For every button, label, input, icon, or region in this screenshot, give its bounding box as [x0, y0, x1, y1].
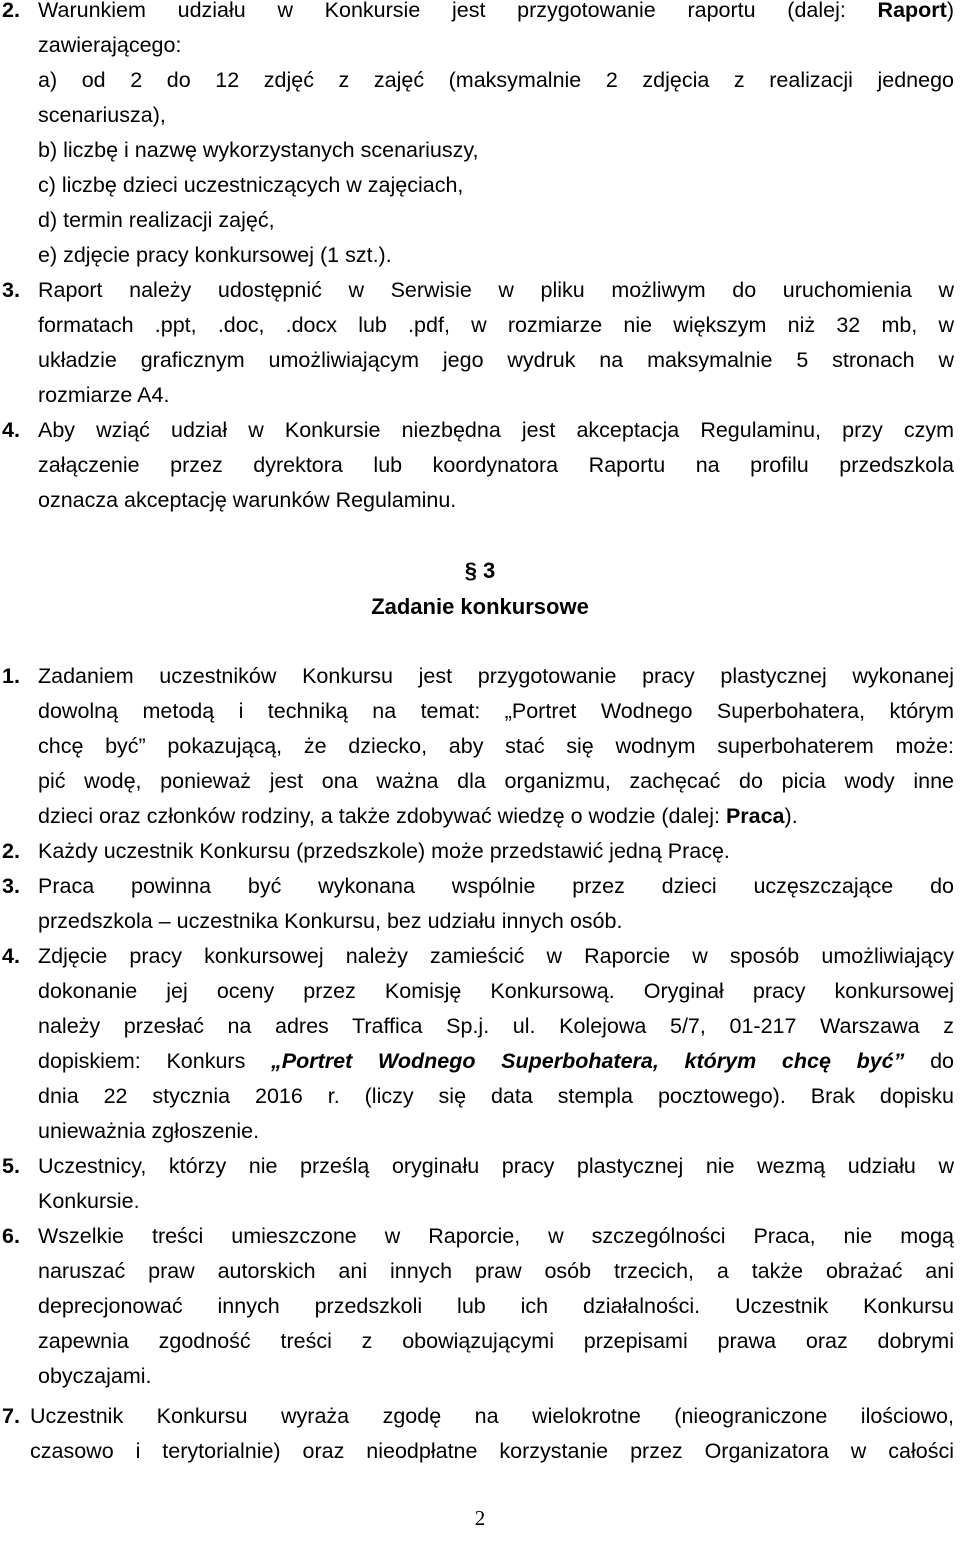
text-line: c) liczbę dzieci uczestniczących w zajęciach, — [38, 173, 464, 197]
text-line: pić wodę, ponieważ jest ona ważna dla organizmu, zachęcać do picia wody inne — [38, 769, 954, 793]
item-number: 7. — [2, 1404, 20, 1428]
item-number: 6. — [2, 1224, 20, 1248]
item-number: 3. — [2, 278, 20, 302]
text-line: dopiskiem: Konkurs „Portret Wodnego Superbohatera, którym chcę być” do — [38, 1049, 955, 1073]
text-line: b) liczbę i nazwę wykorzystanych scenariuszy, — [38, 138, 479, 162]
text-line: obyczajami. — [38, 1364, 152, 1388]
text-line: dzieci oraz członków rodziny, a także zdobywać wiedzę o wodzie (dalej: Praca). — [38, 804, 798, 828]
text-line: zawierającego: — [38, 33, 182, 57]
item-number: 2. — [2, 0, 20, 22]
text-line: a) od 2 do 12 zdjęć z zajęć (maksymalnie 2 zdjęcia z realizacji jednego — [38, 68, 954, 92]
text-line: e) zdjęcie pracy konkursowej (1 szt.). — [38, 243, 392, 267]
item-number: 2. — [2, 839, 20, 863]
text-line: d) termin realizacji zajęć, — [38, 208, 275, 232]
text-line: Raport należy udostępnić w Serwisie w pliku możliwym do uruchomienia w — [38, 278, 954, 302]
text-line: Wszelkie treści umieszczone w Raporcie, w szczególności Praca, nie mogą — [38, 1224, 954, 1248]
text-line: Warunkiem udziału w Konkursie jest przygotowanie raportu (dalej: Raport) — [38, 0, 954, 22]
text-line: Konkursie. — [38, 1189, 140, 1213]
text-line: układzie graficznym umożliwiającym jego wydruk na maksymalnie 5 stronach w — [38, 348, 954, 372]
text-line: czasowo i terytorialnie) oraz nieodpłatne korzystanie przez Organizatora w całości — [30, 1439, 954, 1463]
text-line: Uczestnik Konkursu wyraża zgodę na wielokrotne (nieograniczone ilościowo, — [30, 1404, 954, 1428]
text-line: Uczestnicy, którzy nie prześlą oryginału pracy plastycznej nie wezmą udziału w — [38, 1154, 954, 1178]
text-line: Zdjęcie pracy konkursowej należy zamieścić w Raporcie w sposób umożliwiający — [38, 944, 954, 968]
item-number: 4. — [2, 944, 20, 968]
text-line: formatach .ppt, .doc, .docx lub .pdf, w rozmiarze nie większym niż 32 mb, w — [38, 313, 954, 337]
text-line: należy przesłać na adres Traffica Sp.j. ul. Kolejowa 5/7, 01-217 Warszawa z — [38, 1014, 954, 1038]
item-number: 4. — [2, 418, 20, 442]
text-line: Praca powinna być wykonana wspólnie przez dzieci uczęszczające do — [38, 874, 954, 898]
text-line: deprecjonować innych przedszkoli lub ich działalności. Uczestnik Konkursu — [38, 1294, 954, 1318]
text-line: chcę być” pokazującą, że dziecko, aby stać się wodnym superbohaterem może: — [38, 734, 954, 758]
item-number: 1. — [2, 664, 20, 688]
text-line: dowolną metodą i techniką na temat: „Portret Wodnego Superbohatera, którym — [38, 699, 954, 723]
text-line: scenariusza), — [38, 103, 166, 127]
text-line: przedszkola – uczestnika Konkursu, bez udziału innych osób. — [38, 909, 623, 933]
text-line: zapewnia zgodność treści z obowiązującymi przepisami prawa oraz dobrymi — [38, 1329, 954, 1353]
text-line: rozmiarze A4. — [38, 383, 170, 407]
item-number: 5. — [2, 1154, 20, 1178]
section-title: Zadanie konkursowe — [371, 594, 589, 619]
text-line: naruszać praw autorskich ani innych praw osób trzecich, a także obrażać ani — [38, 1259, 954, 1283]
text-line: unieważnia zgłoszenie. — [38, 1119, 260, 1143]
text-line: załączenie przez dyrektora lub koordynatora Raportu na profilu przedszkola — [38, 453, 954, 477]
text-line: dokonanie jej oceny przez Komisję Konkursową. Oryginał pracy konkursowej — [38, 979, 954, 1003]
page-number: 2 — [474, 1506, 486, 1530]
text-line: Każdy uczestnik Konkursu (przedszkole) może przedstawić jedną Pracę. — [38, 839, 730, 863]
text-line: Aby wziąć udział w Konkursie niezbędna jest akceptacja Regulaminu, przy czym — [38, 418, 954, 442]
text-line: Zadaniem uczestników Konkursu jest przygotowanie pracy plastycznej wykonanej — [38, 664, 954, 688]
text-line: oznacza akceptację warunków Regulaminu. — [38, 488, 457, 512]
text-line: dnia 22 stycznia 2016 r. (liczy się data stempla pocztowego). Brak dopisku — [38, 1084, 954, 1108]
item-number: 3. — [2, 874, 20, 898]
paragraph-symbol: § 3 — [464, 558, 496, 583]
